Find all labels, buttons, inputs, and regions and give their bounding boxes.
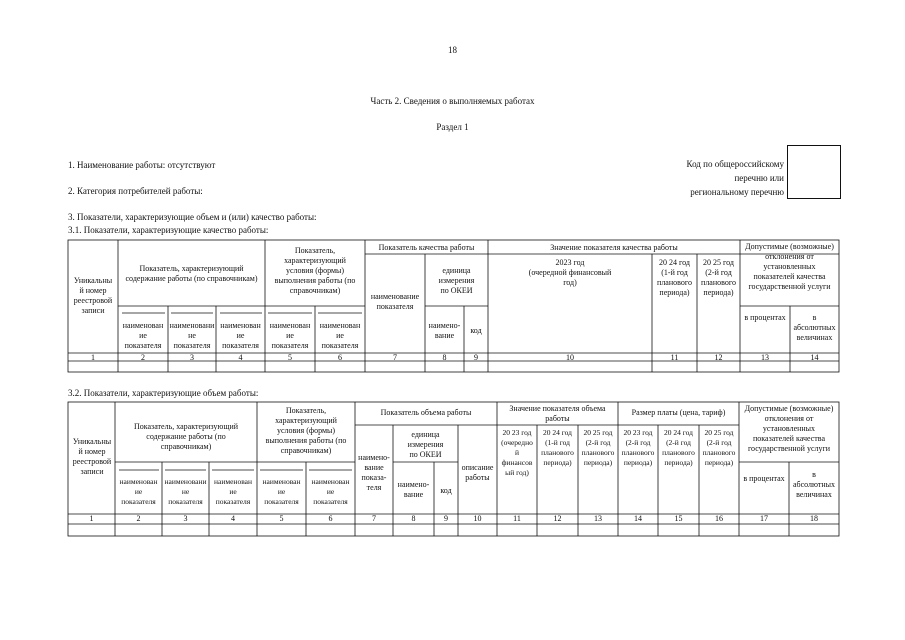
t2-sub-header-3: наименован ие показателя: [214, 477, 252, 506]
t1-year0-header: 2023 год (очередной финансовый год): [528, 258, 612, 287]
t1-colnum: 12: [714, 353, 723, 362]
t2-regnum-header: Уникальны й номер реестровой записи: [72, 437, 112, 476]
t1-unit-code-header: код: [470, 326, 482, 335]
t1-colnum: 13: [761, 353, 769, 362]
t2-dev-abs-header: в абсолютных величинах: [792, 470, 836, 499]
t2-colnum: 14: [634, 514, 642, 523]
t1-content-header: Показатель, характеризующий содержание работы (по справочникам): [125, 264, 258, 283]
t1-year2-header: 20 25 год (2-й год планового периода): [701, 258, 736, 297]
t1-unit-name-header: наимено- вание: [428, 321, 461, 340]
t2-name-header: наимено- вание показа- теля: [358, 453, 390, 492]
t2-unit-name-header: наимено- вание: [397, 480, 430, 499]
t2-desc-header: описание работы: [461, 463, 494, 482]
code-label-line-1: Код по общероссийскому: [686, 159, 784, 169]
t1-dev-pct-header: в процентах: [744, 313, 786, 322]
t2-colnum: 13: [594, 514, 602, 523]
page-number: 18: [448, 45, 457, 55]
t2-sub-header-2: наименовани не показателя: [164, 477, 207, 506]
t1-unit-header: единица измерения по ОКЕИ: [438, 266, 475, 295]
t2-colnum: 3: [183, 514, 188, 523]
t2-sub-header-5: наименован ие показателя: [311, 477, 350, 506]
t1-sub-header-4: наименован ие показателя: [269, 321, 311, 350]
t2-colnum: 8: [411, 514, 416, 523]
t1-name-header: наименование показателя: [370, 292, 420, 311]
t1-sub-header-1: наименован ие показателя: [122, 321, 164, 350]
t2-value-header: Значение показателя объема работы: [509, 404, 606, 423]
t2-conditions-header: Показатель, характеризующий условия (формы) выполнения работы (по справочникам): [265, 406, 347, 455]
t2-dev-pct-header: в процентах: [743, 474, 785, 483]
t2-unit-code-header: код: [440, 486, 452, 495]
t1-colnum: 3: [190, 353, 194, 362]
part-title: Часть 2. Сведения о выполняемых работах: [370, 96, 535, 106]
t1-conditions-header: Показатель, характеризующий условия (формы) выполнения работы (по справочникам): [274, 246, 356, 295]
t2-f2-header: 20 25 год (2-й год планового периода): [702, 428, 736, 467]
indicators-title: 3. Показатели, характеризующие объем и (или) качество работы:: [68, 212, 317, 222]
t2-colnum: 12: [553, 514, 562, 523]
t1-colnum: 9: [474, 353, 478, 362]
table2-title: 3.2. Показатели, характеризующие объем работы:: [68, 388, 259, 398]
t2-f0-header: 20 23 год (2-й год планового периода): [621, 428, 655, 467]
t1-colnum: 8: [442, 353, 447, 362]
t1-regnum-header: Уникальны й номер реестровой записи: [73, 276, 113, 315]
t2-colnum: 6: [328, 514, 333, 523]
consumer-category-field: 2. Категория потребителей работы:: [68, 186, 203, 196]
t2-content-header: Показатель, характеризующий содержание работы (по справочникам): [133, 422, 239, 451]
t2-colnum: 16: [715, 514, 723, 523]
t2-f1-header: 20 24 год (2-й год планового периода): [662, 428, 695, 467]
t1-value-header: Значение показателя качества работы: [550, 243, 678, 252]
t2-colnum: 10: [473, 514, 482, 523]
t2-colnum: 4: [231, 514, 235, 523]
t2-colnum: 2: [136, 514, 141, 523]
t2-sub-header-1: наименован ие показателя: [119, 477, 158, 506]
t1-dev-abs-header: в абсолютных величинах: [793, 313, 836, 342]
t2-volume-header: Показатель объема работы: [380, 408, 472, 417]
table1-title: 3.1. Показатели, характеризующие качество работы:: [68, 225, 269, 235]
t2-colnum: 1: [89, 514, 94, 523]
t1-year1-header: 20 24 год (1-й год планового периода): [657, 258, 692, 297]
t1-quality-header: Показатель качества работы: [378, 243, 475, 252]
t1-deviation-header: Допустимые (возможные) отклонения от установленных показателей качества государственной услуги: [745, 242, 834, 291]
t1-colnum: 10: [566, 353, 574, 362]
t2-colnum: 11: [513, 514, 521, 523]
t2-colnum: 18: [810, 514, 818, 523]
t2-colnum: 15: [674, 514, 683, 523]
t2-fee-header: Размер платы (цена, тариф): [631, 408, 726, 417]
work-name-field: 1. Наименование работы: отсутствуют: [68, 160, 216, 170]
t2-colnum: 17: [760, 514, 768, 523]
t2-v0-header: 20 23 год (очереднo й финансов ый год): [501, 428, 533, 477]
t1-colnum: 7: [393, 353, 397, 362]
t1-colnum: 1: [91, 353, 95, 362]
section-title: Раздел 1: [436, 122, 469, 132]
t1-sub-header-2: наименовани не показателя: [169, 321, 215, 350]
t2-v2-header: 20 25 год (2-й год планового периода): [581, 428, 615, 467]
t2-v1-header: 20 24 год (1-й год планового периода): [541, 428, 574, 467]
t1-colnum: 5: [288, 353, 292, 362]
t1-colnum: 6: [338, 353, 342, 362]
t1-sub-header-5: наименован ие показателя: [319, 321, 361, 350]
t2-unit-header: единица измерения по ОКЕИ: [407, 430, 444, 459]
t1-colnum: 2: [141, 353, 145, 362]
t2-colnum: 7: [372, 514, 376, 523]
code-label-line-2: перечню или: [734, 173, 784, 183]
t2-colnum: 5: [279, 514, 284, 523]
t2-sub-header-4: наименован ие показателя: [262, 477, 301, 506]
t2-colnum: 9: [444, 514, 448, 523]
t2-deviation-header: Допустимые (возможные) отклонения от установленных показателей качества государственной услуги: [744, 404, 834, 453]
t1-colnum: 4: [238, 353, 243, 362]
t1-colnum: 14: [810, 353, 819, 362]
t1-sub-header-3: наименован ие показателя: [220, 321, 261, 350]
code-label-line-3: региональному перечню: [690, 187, 784, 197]
t1-colnum: 11: [670, 353, 679, 362]
